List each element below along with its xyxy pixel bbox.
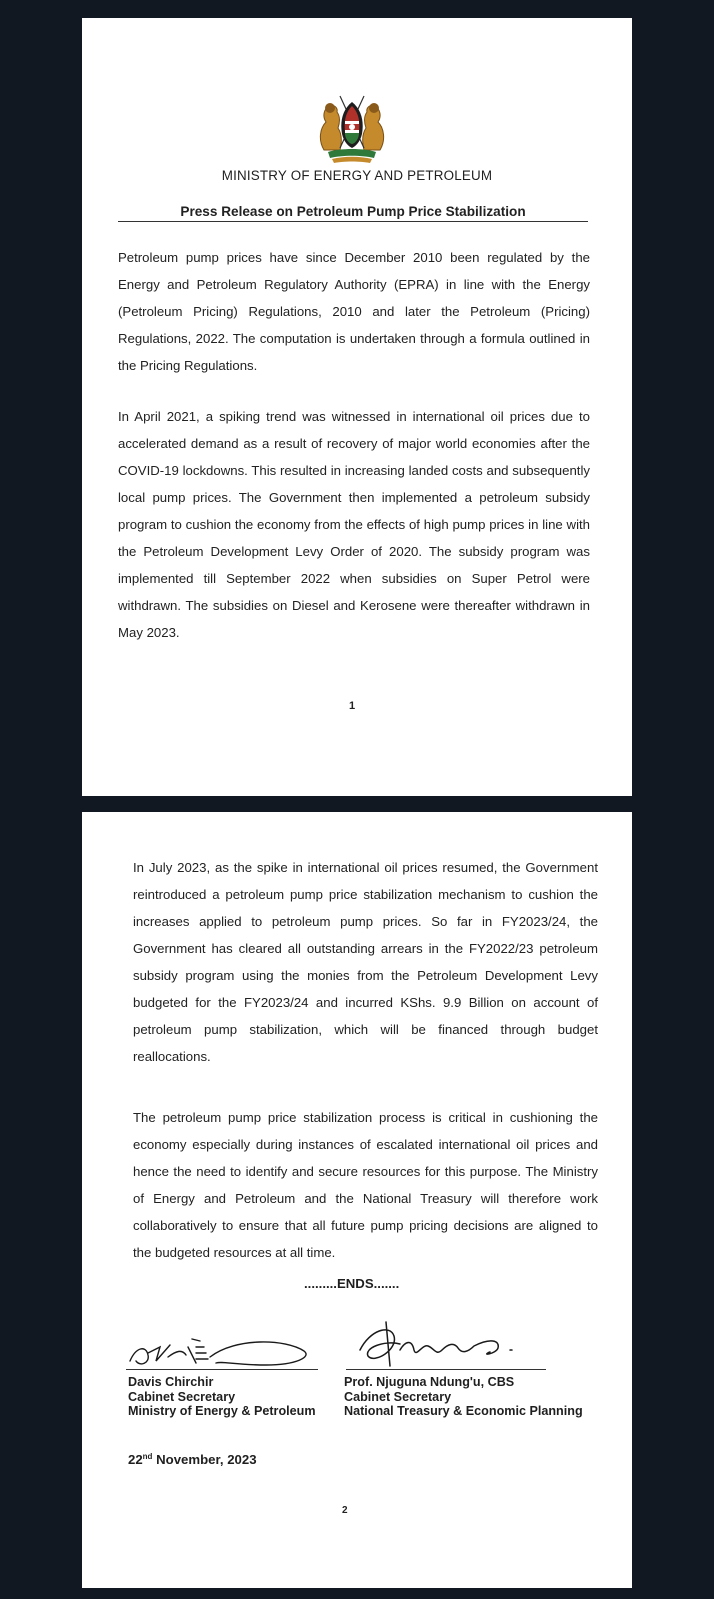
signatory-right-name: Prof. Njuguna Ndung'u, CBS xyxy=(344,1375,515,1389)
paragraph-stabilization-process: The petroleum pump price stabilization process is critical in cushioning the economy especially during instances of escalated international oil prices and hence the need to identify and secure resources for this purpose. The Ministry of Energy and Petroleum and the National Treasury will therefore work collaboratively to ensure that all future pump pricing decisions are aligned to the budgeted resources at all time. xyxy=(133,1110,598,1260)
signatory-left-name: Davis Chirchir xyxy=(128,1375,214,1389)
document-page-1 xyxy=(82,18,632,796)
ministry-heading: MINISTRY OF ENERGY AND PETROLEUM xyxy=(221,168,493,183)
signature-right-icon xyxy=(350,1310,550,1374)
signature-left-icon xyxy=(126,1317,316,1377)
signatory-right-office: National Treasury & Economic Planning xyxy=(344,1404,583,1418)
release-date xyxy=(128,1452,257,1467)
page-number: 1 xyxy=(349,700,356,712)
press-release-title: Press Release on Petroleum Pump Price Stabilization xyxy=(118,204,588,222)
signatory-right xyxy=(344,1375,583,1419)
signatory-left xyxy=(128,1375,316,1419)
kenya-coat-of-arms-icon xyxy=(310,88,394,168)
paragraph-pricing-regulation: Petroleum pump prices have since December 2010 been regulated by the Energy and Petroleum Regulatory Authority (EPRA) in line with the Energy (Petroleum Pricing) Regulations, 2010 and later the Petroleum (Pricing) Regulations, 2022. The computation is undertaken through a formula outlined in the Pricing Regulations. xyxy=(118,250,590,373)
signatory-left-office: Ministry of Energy & Petroleum xyxy=(128,1404,316,1418)
date-rest: November, 2023 xyxy=(152,1452,257,1467)
date-day: 22 xyxy=(128,1452,143,1467)
page-number: 2 xyxy=(342,1505,348,1516)
signature-line-left xyxy=(126,1369,318,1370)
ends-marker: .........ENDS....... xyxy=(304,1276,400,1291)
paragraph-subsidy-history: In April 2021, a spiking trend was witnessed in international oil prices due to accelerated demand as a result of recovery of major world economies after the COVID-19 lockdowns. This resulted in increasing landed costs and subsequently local pump prices. The Government then implemented a petroleum subsidy program to cushion the economy from the effects of high pump prices in line with the Petroleum Development Levy Order of 2020. The subsidy program was implemented till September 2022 when subsidies on Super Petrol were withdrawn. The subsidies on Diesel and Kerosene were thereafter withdrawn in May 2023. xyxy=(118,409,590,640)
paragraph-stabilization-mechanism: In July 2023, as the spike in international oil prices resumed, the Government reintroduced a petroleum pump price stabilization mechanism to cushion the increases applied to petroleum pump prices. So far in FY2023/24, the Government has cleared all outstanding arrears in the FY2022/23 petroleum subsidy program using the monies from the Petroleum Development Levy budgeted for the FY2023/24 and incurred KShs. 9.9 Billion on account of petroleum pump stabilization, which will be financed through budget reallocations. xyxy=(133,860,598,1064)
signatory-left-role: Cabinet Secretary xyxy=(128,1389,236,1404)
signature-line-right xyxy=(346,1369,546,1370)
date-suffix: nd xyxy=(142,1452,153,1461)
document-page-2 xyxy=(82,812,632,1588)
signatory-right-role: Cabinet Secretary xyxy=(344,1389,452,1404)
